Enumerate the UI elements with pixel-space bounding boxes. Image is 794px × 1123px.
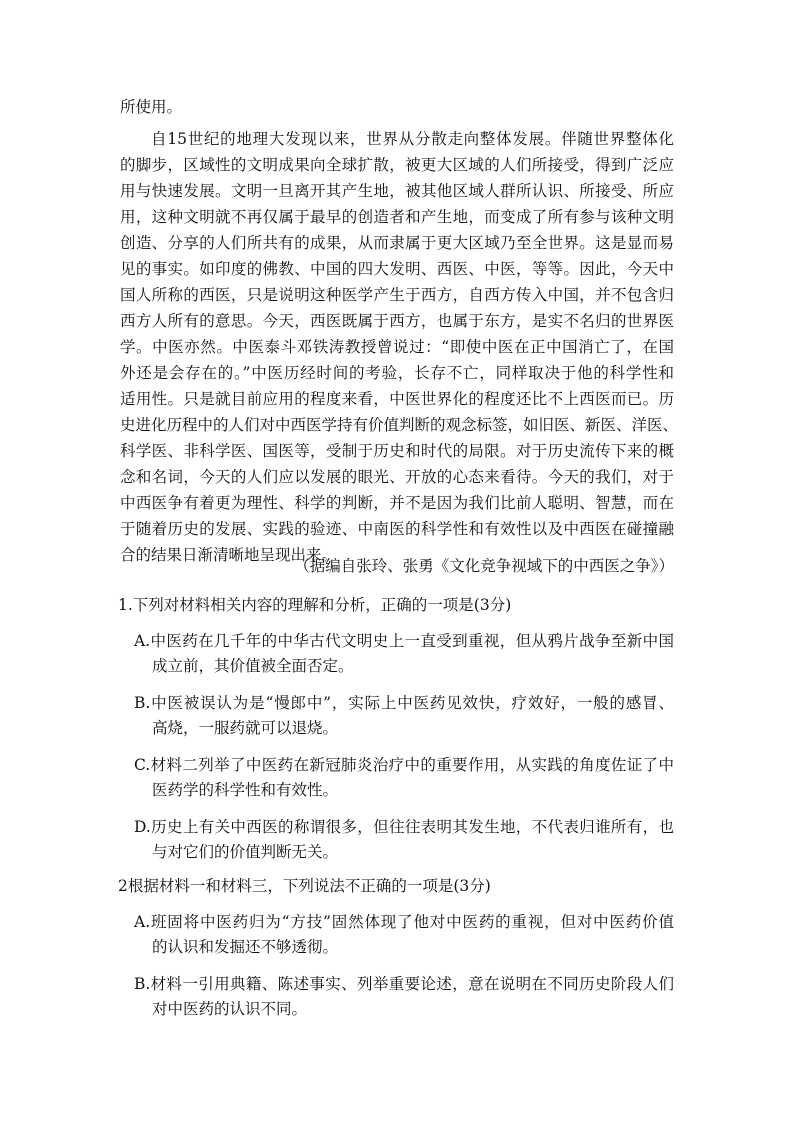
passage-line: 念和名词，今天的人们应以发展的眼光、开放的心态来看待。今天的我们，对于	[120, 468, 674, 486]
option-line: 与对它们的价值判断无关。	[152, 843, 339, 861]
passage-line: 见的事实。如印度的佛教、中国的四大发明、西医、中医，等等。因此，今天中	[120, 260, 674, 278]
option-line: D.历史上有关中西医的称谓很多，但往往表明其发生地，不代表归谁所有，也	[134, 818, 674, 836]
option-line: C.材料二列举了中医药在新冠肺炎治疗中的重要作用，从实践的角度佐证了中	[134, 756, 674, 774]
passage-line: 用，这种文明就不再仅属于最早的创造者和产生地，而变成了所有参与该种文明	[120, 208, 674, 226]
option-line: 的认识和发掘还不够透彻。	[152, 938, 339, 956]
passage-line: 自15世纪的地理大发现以来，世界从分散走向整体发展。伴随世界整体化	[151, 130, 674, 148]
passage-line: 适用性。只是就目前应用的程度来看，中医世界化的程度还比不上西医而已。历	[120, 390, 674, 408]
passage-line: 的脚步，区域性的文明成果向全球扩散，被更大区域的人们所接受，得到广泛应	[120, 156, 674, 174]
option-line: A.中医药在几千年的中华古代文明史上一直受到重视，但从鸦片战争至新中国	[134, 632, 674, 650]
option-line: 对中医药的认识不同。	[152, 1000, 308, 1018]
source-citation: （据编自张玲、张勇《文化竞争视域下的中西医之争》）	[294, 557, 674, 575]
option-line: 高烧，一服药就可以退烧。	[152, 719, 339, 737]
question-stem: 1.下列对材料相关内容的理解和分析，正确的一项是(3分)	[118, 596, 512, 614]
passage-line: 所使用。	[120, 98, 183, 116]
option-line: A.班固将中医药归为“方技”固然体现了他对中医药的重视，但对中医药价值	[134, 913, 674, 931]
option-line: B.中医被误认为是“慢郎中”，实际上中医药见效快，疗效好，一般的感冒、	[134, 694, 674, 712]
question-stem: 2根据材料一和材料三，下列说法不正确的一项是(3分)	[118, 877, 491, 895]
passage-line: 国人所称的西医，只是说明这种医学产生于西方，自西方传入中国，并不包含归	[120, 286, 674, 304]
option-line: 成立前，其价值被全面否定。	[152, 657, 354, 675]
passage-line: 科学医、非科学医、国医等，受制于历史和时代的局限。对于历史流传下来的概	[120, 442, 674, 460]
passage-line: 于随着历史的发展、实践的验迹、中南医的科学性和有效性以及中西医在碰撞融	[120, 520, 674, 538]
passage-line: 中西医争有着更为理性、科学的判断，并不是因为我们比前人聪明、智慧，而在	[120, 494, 674, 512]
passage-line: 学。中医亦然。中医泰斗邓铁涛教授曾说过：“即使中医在正中国消亡了，在国	[120, 338, 674, 356]
passage-line: 西方人所有的意思。今天，西医既属于西方，也属于东方，是实不名归的世界医	[120, 312, 674, 330]
passage-line: 合的结果日渐清晰地呈现出来。	[120, 546, 338, 564]
passage-line: 创造、分享的人们所共有的成果，从而隶属于更大区域乃至全世界。这是显而易	[120, 234, 674, 252]
option-line: 医药学的科学性和有效性。	[152, 781, 339, 799]
option-line: B.材料一引用典籍、陈述事实、列举重要论述，意在说明在不同历史阶段人们	[134, 975, 674, 993]
passage-line: 用与快速发展。文明一旦离开其产生地，被其他区域人群所认识、所接受、所应	[120, 182, 674, 200]
passage-line: 外还是会存在的。”中医历经时间的考验，长存不亡，同样取决于他的科学性和	[120, 364, 674, 382]
passage-line: 史进化历程中的人们对中西医学持有价值判断的观念标签，如旧医、新医、洋医、	[120, 416, 679, 434]
